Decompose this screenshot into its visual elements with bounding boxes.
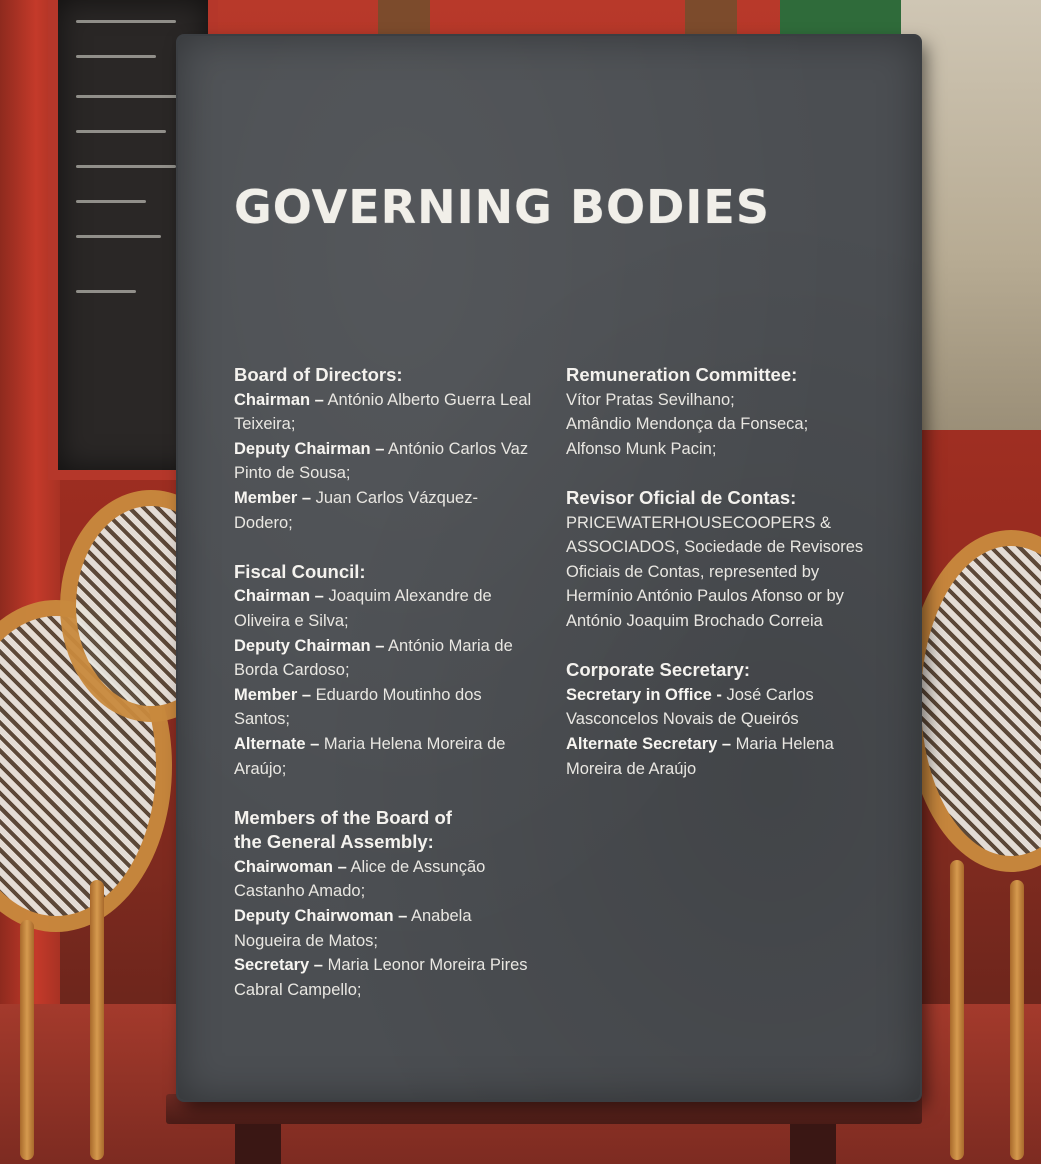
role-label: Member – [234, 685, 312, 704]
easel-leg [790, 1124, 836, 1164]
chair-leg [950, 860, 964, 1160]
chair-leg [20, 920, 34, 1160]
member-name: António Maria de Borda Cardoso; [234, 636, 513, 680]
member-name: António Alberto Guerra Leal Teixeira; [234, 390, 532, 434]
member-name: Amândio Mendonça da Fonseca; [566, 415, 809, 434]
chair-leg [90, 880, 104, 1160]
section-remuneration-committee [566, 363, 866, 461]
section-corporate-secretary [566, 658, 866, 781]
member-entry [566, 388, 866, 413]
member-entry [234, 486, 534, 535]
member-name: Alice de Assunção Castanho Amado; [234, 857, 486, 901]
section-title: Remuneration Committee: [566, 364, 798, 385]
role-label: Chairwoman – [234, 857, 347, 876]
member-entry [234, 855, 534, 904]
easel-post [378, 0, 430, 40]
role-label: Deputy Chairman – [234, 439, 385, 458]
right-column [566, 363, 866, 806]
member-entry [566, 412, 866, 437]
auditor-entry [566, 511, 866, 634]
member-name: Joaquim Alexandre de Oliveira e Silva; [234, 587, 492, 630]
section-title: Members of the Board of the General Assembly: [234, 806, 452, 853]
section-fiscal-council [234, 560, 534, 781]
section-board-of-directors [234, 363, 534, 535]
role-label: Chairman – [234, 390, 324, 409]
member-name: Anabela Nogueira de Matos; [234, 907, 472, 950]
bistro-chair-right [905, 530, 1041, 872]
section-title: Revisor Oficial de Contas: [566, 486, 797, 508]
member-entry [234, 634, 534, 683]
role-label: Deputy Chairwoman – [234, 907, 408, 926]
role-label: Chairman – [234, 587, 324, 606]
stone-wall [901, 0, 1041, 430]
member-name: José Carlos Vasconcelos Novais de Queirós [566, 685, 814, 729]
left-column [234, 363, 534, 1027]
section-title: Board of Directors: [234, 364, 403, 385]
member-entry [234, 732, 534, 781]
section-title: Corporate Secretary: [566, 659, 751, 681]
member-name: Maria Leonor Moreira Pires Cabral Campello; [234, 956, 528, 999]
easel-post [685, 0, 737, 40]
page-title: GOVERNING BODIES [234, 180, 770, 234]
member-name: Alfonso Munk Pacin; [566, 439, 717, 458]
role-label: Deputy Chairman – [234, 636, 385, 655]
member-entry [234, 437, 534, 486]
member-entry [234, 584, 534, 633]
member-entry [566, 683, 866, 732]
member-name: Maria Helena Moreira de Araújo [566, 734, 834, 778]
member-name: Maria Helena Moreira de Araújo; [234, 734, 506, 778]
chair-leg [1010, 880, 1024, 1160]
section-general-assembly [234, 806, 534, 1003]
member-entry [566, 437, 866, 462]
section-revisor-oficial-de-contas [566, 486, 866, 634]
auditor-text: PRICEWATERHOUSECOOPERS & ASSOCIADOS, Sociedade de Revisores Oficiais de Contas, represented by Hermínio António Paulos Afonso or by António Joaquim Brochado Correia [566, 513, 864, 630]
member-name: António Carlos Vaz Pinto de Sousa; [234, 439, 529, 483]
easel-leg [235, 1124, 281, 1164]
role-label: Alternate Secretary – [566, 734, 732, 753]
role-label: Secretary in Office - [566, 685, 722, 704]
role-label: Member – [234, 488, 312, 507]
member-entry [234, 683, 534, 732]
member-entry [566, 732, 866, 781]
section-title: Fiscal Council: [234, 560, 366, 582]
member-entry [234, 388, 534, 437]
role-label: Alternate – [234, 734, 320, 753]
member-name: Vítor Pratas Sevilhano; [566, 390, 735, 409]
member-name: Juan Carlos Vázquez-Dodero; [234, 488, 478, 532]
role-label: Secretary – [234, 956, 323, 975]
member-name: Eduardo Moutinho dos Santos; [234, 685, 482, 729]
member-entry [234, 953, 534, 1002]
member-entry [234, 904, 534, 953]
